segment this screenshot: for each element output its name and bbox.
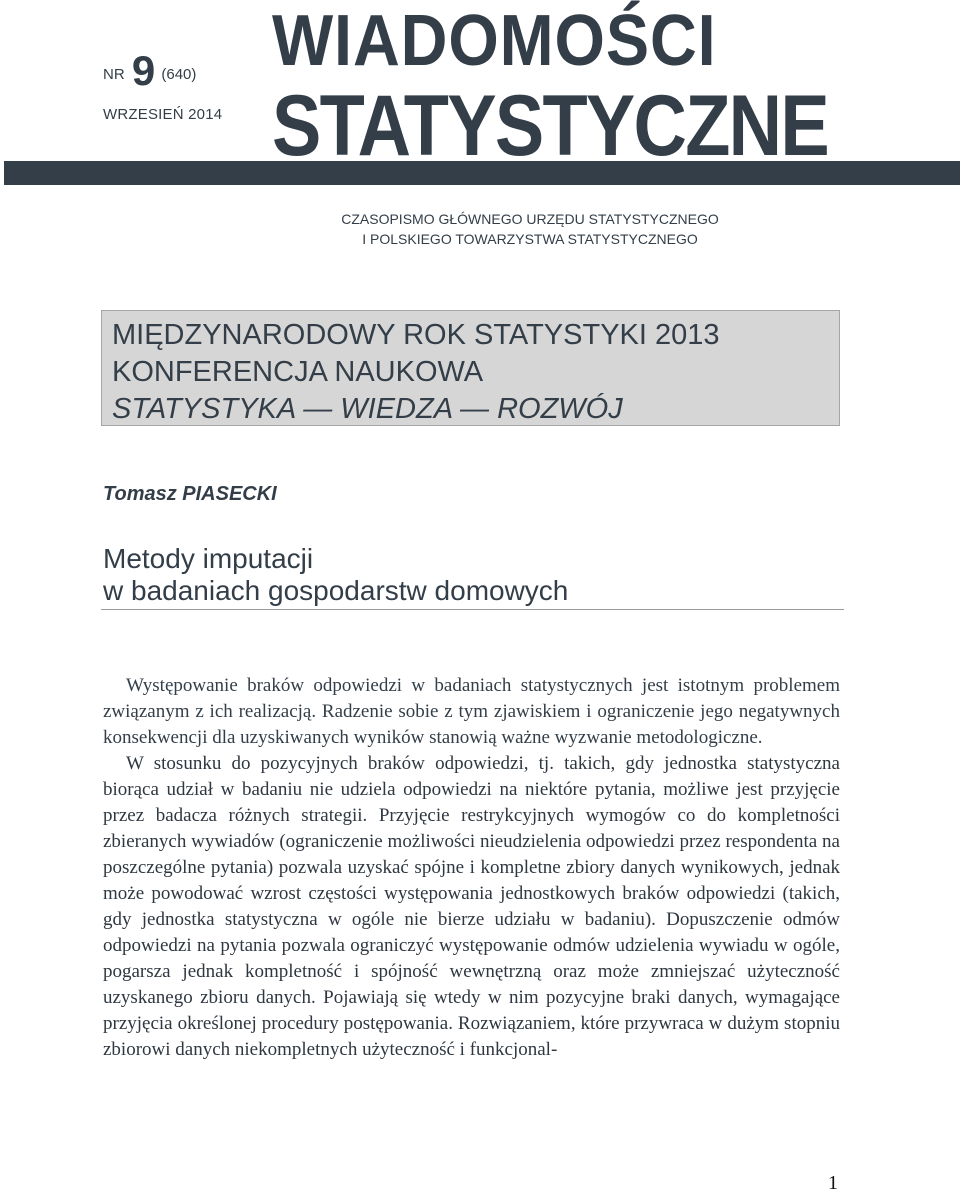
abstract-paragraph-1-text: Występowanie braków odpowiedzi w badaniach statystycznych jest istotnym problemem związanym z ich realizacją. Radzenie sobie z tym zjawiskiem i ograniczenie jego negatywnych konsekwencji dla uzyskiwanych wyników stanowią ważne wyzwanie metodologiczne.: [103, 675, 840, 748]
abstract-paragraph-2-text: W stosunku do pozycyjnych braków odpowiedzi, tj. takich, gdy jednostka statystyczna biorąca udział w badaniu nie udziela odpowiedzi na niektóre pytania, możliwe jest przyjęcie przez badacza różnych strategii. Przyjęcie restrykcyjnych wymogów co do kompletności zbieranych wywiadów (ograniczenie możliwości nieudzielenia odpowiedzi przez respondenta na poszczególne pytania) pozwala uzyskać spójne i kompletne zbiory danych wynikowych, jednak może powodować wzrost częstości występowania jednostkowych braków odpowiedzi (takich, gdy jednostka statystyczna w ogóle nie bierze udziału w badaniu). Dopuszczenie odmów odpowiedzi na pytania pozwala ograniczyć występowanie odmów udzielenia wywiadu w ogóle, pogarsza jednak kompletność i spójność wewnętrzną oraz może zmniejszać użyteczność uzyskanego zbioru danych. Pojawiają się wtedy w nim pozycyjne braki danych, wymagające przyjęcia określonej procedury postępowania. Rozwiązaniem, które przywraca w dużym stopniu zbiorowi danych niekompletnych użyteczność i funkcjonal-: [103, 753, 840, 1060]
publisher-info: [250, 209, 810, 249]
article-title: [103, 543, 568, 607]
conference-line-1: MIĘDZYNARODOWY ROK STATYSTYKI 2013: [112, 319, 720, 351]
publisher-line-2: I POLSKIEGO TOWARZYSTWA STATYSTYCZNEGO: [362, 231, 698, 247]
publisher-line-1: CZASOPISMO GŁÓWNEGO URZĘDU STATYSTYCZNEGO: [341, 211, 719, 227]
issue-info: [103, 47, 273, 123]
page-number: 1: [828, 1172, 838, 1194]
title-underline: [101, 609, 844, 610]
issue-number: 9: [131, 47, 155, 94]
article-title-line-2: w badaniach gospodarstw domowych: [103, 575, 569, 606]
abstract-paragraph-1: [103, 673, 840, 751]
issue-number-line: [103, 47, 273, 94]
abstract-paragraph-2: [103, 751, 840, 1063]
article-title-line-1: Metody imputacji: [103, 543, 314, 574]
journal-logo-top: WIADOMOŚCI: [272, 1, 717, 81]
conference-line-3: STATYSTYKA — WIEDZA — ROZWÓJ: [112, 393, 623, 425]
issue-date: WRZESIEŃ 2014: [103, 106, 223, 123]
conference-line-2: KONFERENCJA NAUKOWA: [112, 356, 484, 388]
issue-prefix: NR: [103, 66, 125, 83]
article-abstract: [103, 673, 840, 1063]
article-author: Tomasz PIASECKI: [103, 483, 277, 505]
journal-logo-bottom: STATYSTYCZNE: [272, 78, 828, 174]
conference-title-box: [101, 310, 840, 426]
issue-total: (640): [161, 66, 197, 83]
